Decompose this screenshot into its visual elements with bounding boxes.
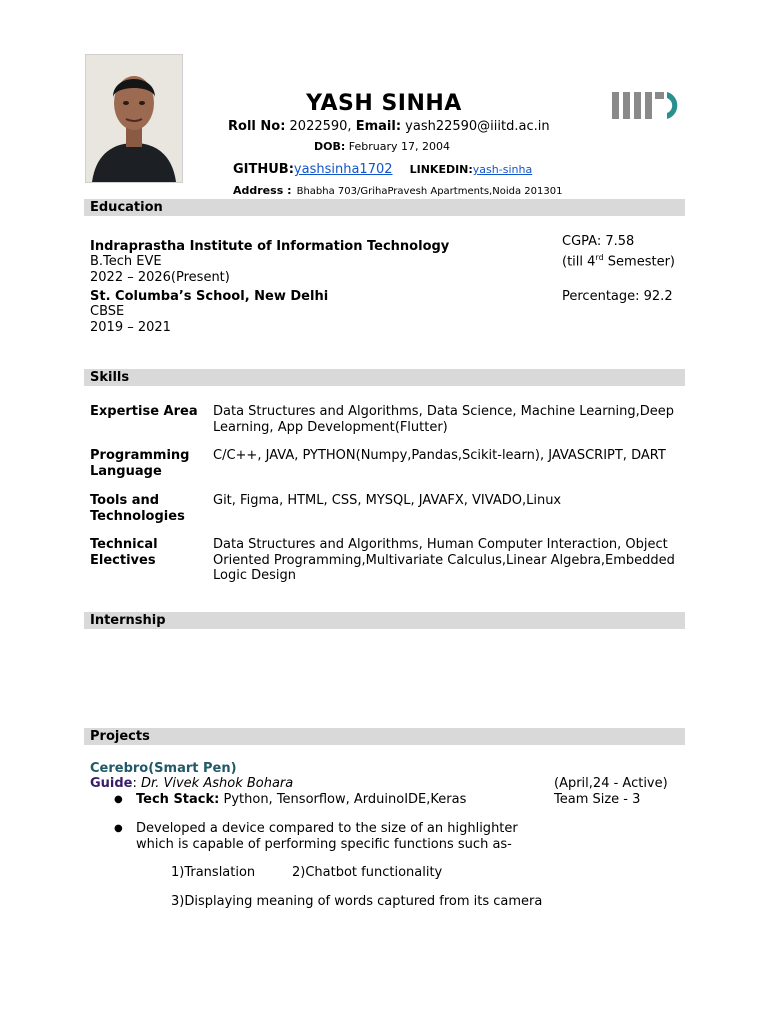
edu-score-1-semester <box>562 250 675 270</box>
guide-name: Dr. Vivek Ashok Bohara <box>141 776 294 791</box>
skill-key-programming: Programming Language <box>90 448 190 479</box>
project-function-1: 1)Translation <box>171 865 256 880</box>
project-function-3: 3)Displaying meaning of words captured from its camera <box>171 894 543 909</box>
profile-photo <box>85 54 183 183</box>
linkedin-label: LINKEDIN: <box>409 163 473 176</box>
email-value: yash22590@iiitd.ac.in <box>405 119 550 134</box>
dob-value: February 17, 2004 <box>348 140 450 153</box>
project-team-size: Team Size - 3 <box>554 792 641 807</box>
linkedin-link[interactable]: yash-sinha <box>472 163 533 176</box>
skill-key-tools: Tools and Technologies <box>90 493 185 524</box>
person-silhouette-icon <box>86 55 182 182</box>
tech-stack-value: Python, Tensorflow, ArduinoIDE,Keras <box>223 792 467 807</box>
edu-score-1: CGPA: 7.58 <box>562 234 635 249</box>
skill-value-programming: C/C++, JAVA, PYTHON(Numpy,Pandas,Scikit-learn), JAVASCRIPT, DART <box>213 448 666 463</box>
roll-number: 2022590, <box>289 119 352 134</box>
iiitd-logo-icon <box>612 90 686 122</box>
project-duration: (April,24 - Active) <box>554 776 668 791</box>
semester-prefix: (till 4 <box>562 254 596 270</box>
iiitd-logo <box>612 90 686 122</box>
dob-label: DOB: <box>314 140 346 153</box>
project-function-2: 2)Chatbot functionality <box>292 865 443 880</box>
project-guide-line <box>90 776 293 792</box>
skill-value-electives: Data Structures and Algorithms, Human Computer Interaction, Object Oriented Programming,Multivariate Calculus,Linear Algebra,Embedded Logic Design <box>213 537 675 583</box>
address-line <box>233 179 562 198</box>
skill-key-electives: Technical Electives <box>90 537 158 568</box>
address-value: Bhabha 703/GrihaPravesh Apartments,Noida 201301 <box>296 186 563 197</box>
education-heading: Education <box>84 199 685 216</box>
edu-institution-2: St. Columba’s School, New Delhi <box>90 289 329 304</box>
skills-heading: Skills <box>84 369 685 386</box>
github-label: GITHUB: <box>233 162 294 177</box>
guide-colon: : <box>132 776 137 791</box>
projects-heading: Projects <box>84 728 685 745</box>
address-label: Address : <box>233 184 292 197</box>
bullet-icon: ● <box>114 823 123 834</box>
profile-links-line <box>233 158 532 177</box>
semester-superscript: rd <box>595 253 604 262</box>
roll-label: Roll No: <box>228 119 286 134</box>
internship-heading: Internship <box>84 612 685 629</box>
edu-program-1: B.Tech EVE <box>90 254 162 269</box>
dob-line <box>314 140 450 153</box>
roll-email-line <box>228 119 550 134</box>
github-link[interactable]: yashsinha1702 <box>293 162 393 177</box>
edu-program-2: CBSE <box>90 304 125 319</box>
project-tech-stack <box>136 792 466 808</box>
skill-value-expertise: Data Structures and Algorithms, Data Science, Machine Learning,Deep Learning, App Development(Flutter) <box>213 404 675 435</box>
bullet-icon: ● <box>114 794 123 805</box>
project-description: Developed a device compared to the size of an highlighter which is capable of performing specific functions such as- <box>136 821 518 852</box>
semester-suffix: Semester) <box>603 254 675 270</box>
edu-institution-1: Indraprastha Institute of Information Technology <box>90 239 450 254</box>
project-title: Cerebro(Smart Pen) <box>90 761 237 776</box>
candidate-name: YASH SINHA <box>306 91 462 116</box>
skill-value-tools: Git, Figma, HTML, CSS, MYSQL, JAVAFX, VIVADO,Linux <box>213 493 562 508</box>
edu-score-2: Percentage: 92.2 <box>562 289 673 304</box>
tech-stack-label: Tech Stack: <box>136 792 220 807</box>
edu-years-1: 2022 – 2026(Present) <box>90 270 230 285</box>
skill-key-expertise: Expertise Area <box>90 404 198 419</box>
guide-label: Guide <box>90 776 133 791</box>
edu-years-2: 2019 – 2021 <box>90 320 171 335</box>
email-label: Email: <box>355 119 402 134</box>
